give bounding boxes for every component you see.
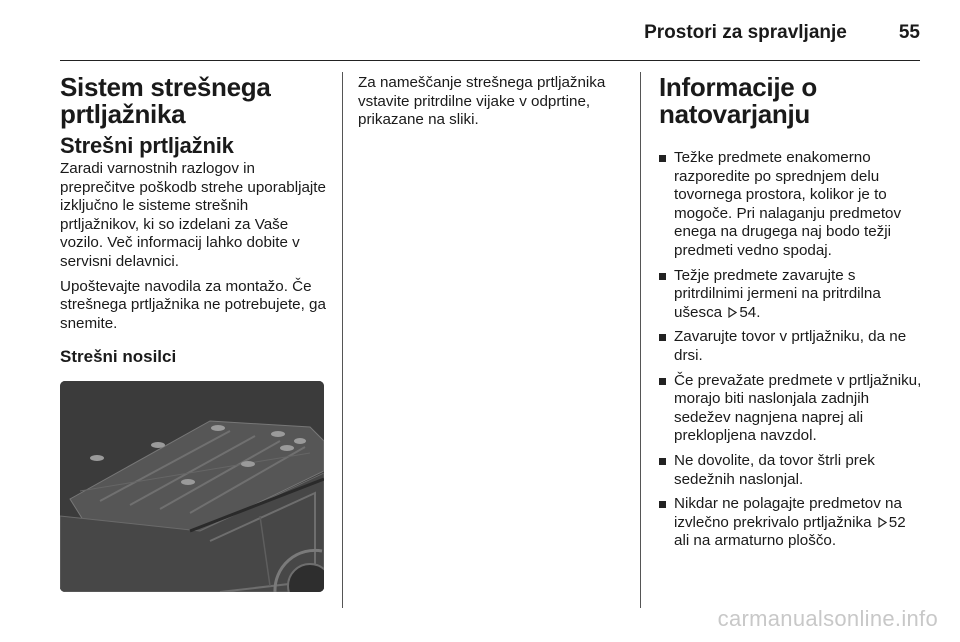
list-item-text: Težje predmete zavarujte s pritrdilnimi jermeni na pritrdilna ušesca	[674, 266, 881, 321]
list-item	[659, 372, 923, 446]
square-bullet-icon	[659, 334, 666, 341]
subheading-roof-rack: Strešni prtljažnik	[60, 133, 234, 158]
section-heading-loading-info: Informacije o natovarjanju	[659, 72, 817, 129]
page-reference[interactable]: 54	[739, 303, 757, 321]
column-roof-system	[60, 74, 328, 592]
loading-tips-list	[659, 149, 923, 551]
list-item	[659, 328, 923, 365]
list-item-text: Nikdar ne polagajte predmetov na izvlečno prekrivalo prtljažnika	[674, 495, 902, 531]
square-bullet-icon	[659, 501, 666, 508]
list-item-text: Ne dovolite, da tovor štrli prek sedežnih naslonjal.	[674, 451, 875, 488]
square-bullet-icon	[659, 458, 666, 465]
list-item-text-tail: ali na armaturno ploščo.	[674, 532, 837, 550]
triangle-pointer-icon	[728, 307, 737, 318]
column-divider-2	[640, 72, 641, 608]
square-bullet-icon	[659, 273, 666, 280]
roof-rails-illustration	[60, 381, 324, 592]
section-title: Prostori za spravljanje	[644, 22, 847, 43]
list-item	[659, 452, 923, 489]
square-bullet-icon	[659, 378, 666, 385]
subheading-roof-rails: Strešni nosilci	[60, 347, 177, 367]
watermark: carmanualsonline.info	[717, 606, 938, 631]
list-item-text: Če prevažate predmete v prtljažniku, morajo biti naslonjala zadnjih sedežev nagnjena naprej ali preklopljena navzdol.	[674, 371, 922, 445]
paragraph-safety: Zaradi varnostnih razlogov in preprečitve poškodb strehe uporabljajte izključno le sisteme strešnih prtljažnikov, ki so izdelani za Vaše vozilo. Več informacij lahko dobite v servisni delavnici.	[60, 160, 326, 270]
list-item	[659, 267, 923, 323]
list-item	[659, 149, 923, 261]
header-rule	[60, 60, 920, 61]
triangle-pointer-icon	[878, 517, 887, 528]
section-heading-roof-system: Sistem strešnega prtljažnika	[60, 72, 271, 129]
page-header	[60, 18, 920, 48]
page-number: 55	[898, 22, 920, 43]
column-divider-1	[342, 72, 343, 608]
van-roof-drawing	[60, 381, 324, 592]
column-roof-rack-mounting	[358, 74, 630, 136]
square-bullet-icon	[659, 155, 666, 162]
list-item-text-tail: .	[756, 303, 761, 321]
list-item-text: Težke predmete enakomerno razporedite po sprednjem delu tovornega prostora, kolikor je to mogoče. Pri nalaganju predmetov enega na drugega naj bodo težji predmeti vedno spodaj.	[674, 149, 902, 259]
paragraph-mounting: Za nameščanje strešnega prtljažnika vstavite pritrdilne vijake v odprtine, prikazane na sliki.	[358, 74, 606, 129]
column-loading-info	[659, 74, 923, 557]
list-item-text: Zavarujte tovor v prtljažniku, da ne drsi.	[674, 328, 907, 364]
paragraph-installation: Upoštevajte navodila za montažo. Če strešnega prtljažnika ne potrebujete, ga snemite.	[60, 277, 326, 332]
page-reference[interactable]: 52	[888, 513, 906, 531]
list-item	[659, 495, 923, 551]
